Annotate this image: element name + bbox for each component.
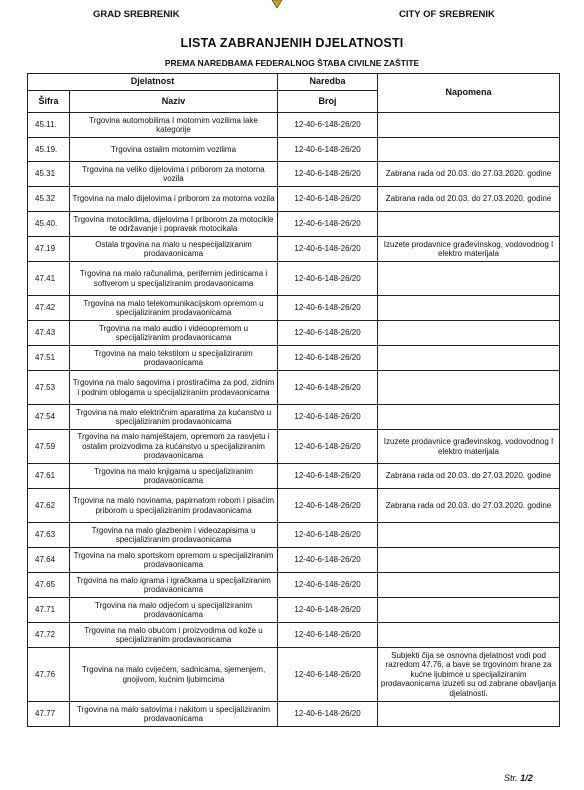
cell-broj: 12-40-6-148-26/20 <box>278 237 378 262</box>
cell-naziv: Trgovina na malo tekstilom u specijaliziranim prodavaonicama <box>70 346 278 371</box>
cell-sifra: 47.19 <box>28 237 70 262</box>
table-row <box>28 623 560 648</box>
cell-sifra: 45.31 <box>28 162 70 187</box>
cell-naziv: Trgovina na malo satovima i nakitom u specijaliziranim prodavaonicama <box>70 702 278 727</box>
table-row <box>28 648 560 702</box>
cell-sifra: 47.42 <box>28 296 70 321</box>
cell-sifra: 47.43 <box>28 321 70 346</box>
column-header-naziv: Naziv <box>70 91 278 113</box>
cell-sifra: 47.76 <box>28 648 70 702</box>
table-row <box>28 464 560 489</box>
cell-broj: 12-40-6-148-26/20 <box>278 523 378 548</box>
table-row <box>28 187 560 212</box>
header-city-english: CITY OF SREBRENIK <box>399 9 495 20</box>
prohibited-activities-table <box>27 73 560 727</box>
cell-napomena <box>378 321 560 346</box>
cell-broj: 12-40-6-148-26/20 <box>278 296 378 321</box>
cell-naziv: Trgovina na malo namještajem, opremom za rasvjetu i ostalim proizvodima za kućanstvo u specijaliziranim prodavaonicama <box>70 430 278 464</box>
cell-napomena: Zabrana rada od 20.03. do 27.03.2020. godine <box>378 464 560 489</box>
cell-naziv: Trgovina na malo računalima, perifernim jedinicama i softverom u specijaliziranim prodavaonicama <box>70 262 278 296</box>
table-row <box>28 138 560 162</box>
cell-broj: 12-40-6-148-26/20 <box>278 598 378 623</box>
cell-napomena: Zabrana rada od 20.03. do 27.03.2020. godine <box>378 187 560 212</box>
cell-broj: 12-40-6-148-26/20 <box>278 548 378 573</box>
cell-sifra: 47.41 <box>28 262 70 296</box>
page-prefix: Str. <box>504 773 518 783</box>
cell-broj: 12-40-6-148-26/20 <box>278 262 378 296</box>
column-header-sifra: Šifra <box>28 91 70 113</box>
cell-sifra: 47.71 <box>28 598 70 623</box>
cell-napomena <box>378 623 560 648</box>
table-row <box>28 598 560 623</box>
table-row <box>28 262 560 296</box>
cell-broj: 12-40-6-148-26/20 <box>278 430 378 464</box>
cell-sifra: 47.63 <box>28 523 70 548</box>
cell-napomena <box>378 138 560 162</box>
cell-broj: 12-40-6-148-26/20 <box>278 162 378 187</box>
cell-naziv: Trgovina motociklima, dijelovima I priborom za motocikle te održavanje i popravak motocikala <box>70 212 278 237</box>
cell-napomena <box>378 548 560 573</box>
cell-sifra: 47.59 <box>28 430 70 464</box>
table-row <box>28 296 560 321</box>
cell-broj: 12-40-6-148-26/20 <box>278 464 378 489</box>
cell-sifra: 47.77 <box>28 702 70 727</box>
cell-naziv: Trgovina na malo telekomunikacijskom opremom u specijaliziranim prodavaonicama <box>70 296 278 321</box>
cell-sifra: 45.40. <box>28 212 70 237</box>
cell-napomena: Izuzete prodavnice građevinskog, vodovodnog I elektro materijala <box>378 237 560 262</box>
cell-sifra: 47.61 <box>28 464 70 489</box>
cell-broj: 12-40-6-148-26/20 <box>278 187 378 212</box>
table-row <box>28 523 560 548</box>
coat-of-arms-icon <box>271 0 283 12</box>
cell-naziv: Trgovina na veliko dijelovima i priborom za motorna vozila <box>70 162 278 187</box>
cell-broj: 12-40-6-148-26/20 <box>278 489 378 523</box>
cell-napomena: Izuzete prodavnice građevinskog, vodovodnog I elektro materijala <box>378 430 560 464</box>
page-value: 1/2 <box>520 773 533 783</box>
table-row <box>28 321 560 346</box>
cell-sifra: 47.64 <box>28 548 70 573</box>
cell-napomena <box>378 113 560 138</box>
cell-naziv: Trgovina na malo novinama, papirnatom robom i pisaćim priborom u specijaliziranim prodavaonicama <box>70 489 278 523</box>
cell-broj: 12-40-6-148-26/20 <box>278 212 378 237</box>
cell-broj: 12-40-6-148-26/20 <box>278 405 378 430</box>
cell-napomena <box>378 598 560 623</box>
cell-naziv: Trgovina na malo odjećom u specijaliziranim prodavaonicama <box>70 598 278 623</box>
cell-broj: 12-40-6-148-26/20 <box>278 113 378 138</box>
page-number <box>504 773 533 783</box>
cell-naziv: Trgovina na malo sportskom opremom u specijaliziranim prodavaonicama <box>70 548 278 573</box>
cell-napomena <box>378 346 560 371</box>
cell-naziv: Trgovina na malo knjigama u specijaliziranim prodavaonicama <box>70 464 278 489</box>
group-header-naredba: Naredba <box>278 74 378 91</box>
table-row <box>28 489 560 523</box>
cell-sifra: 45.32 <box>28 187 70 212</box>
table-row <box>28 371 560 405</box>
cell-napomena: Zabrana rada od 20.03. do 27.03.2020. godine <box>378 489 560 523</box>
table-row <box>28 573 560 598</box>
table-row <box>28 430 560 464</box>
table-row <box>28 405 560 430</box>
cell-naziv: Trgovina na malo dijelovima i priborom za motorna vozila <box>70 187 278 212</box>
cell-broj: 12-40-6-148-26/20 <box>278 371 378 405</box>
table-row <box>28 113 560 138</box>
table-row <box>28 702 560 727</box>
cell-naziv: Trgovina na malo audio i videoopremom u specijaliziranim prodavaonicama <box>70 321 278 346</box>
document-title: LISTA ZABRANJENIH DJELATNOSTI <box>180 36 404 50</box>
cell-sifra: 47.65 <box>28 573 70 598</box>
cell-naziv: Trgovina ostalim motornim vozilima <box>70 138 278 162</box>
cell-naziv: Trgovina na malo obućom i proizvodima od kože u specijaliziranim prodavaonicama <box>70 623 278 648</box>
cell-sifra: 45.11. <box>28 113 70 138</box>
cell-napomena <box>378 405 560 430</box>
cell-napomena <box>378 371 560 405</box>
cell-broj: 12-40-6-148-26/20 <box>278 346 378 371</box>
document-subtitle: PREMA NAREDBAMA FEDERALNOG ŠTABA CIVILNE ZAŠTITE <box>164 58 420 68</box>
column-header-napomena: Napomena <box>378 74 560 113</box>
cell-broj: 12-40-6-148-26/20 <box>278 573 378 598</box>
cell-naziv: Trgovina na malo igrama i igračkama u specijaliziranim prodavaonicama <box>70 573 278 598</box>
cell-sifra: 47.62 <box>28 489 70 523</box>
table-row <box>28 212 560 237</box>
cell-napomena <box>378 702 560 727</box>
cell-broj: 12-40-6-148-26/20 <box>278 648 378 702</box>
cell-napomena <box>378 573 560 598</box>
table-row <box>28 237 560 262</box>
cell-sifra: 47.53 <box>28 371 70 405</box>
cell-naziv: Ostala trgovina na malo u nespecijaliziranim prodavaonicama <box>70 237 278 262</box>
cell-sifra: 47.72 <box>28 623 70 648</box>
cell-sifra: 45.19. <box>28 138 70 162</box>
cell-napomena <box>378 523 560 548</box>
cell-broj: 12-40-6-148-26/20 <box>278 702 378 727</box>
cell-napomena <box>378 212 560 237</box>
table-row <box>28 162 560 187</box>
cell-naziv: Trgovina na malo glazbenim i videozapisima u specijaliziranim prodavaonicama <box>70 523 278 548</box>
column-header-broj: Broj <box>278 91 378 113</box>
group-header-djelatnost: Djelatnost <box>28 74 278 91</box>
cell-naziv: Trgovina na malo sagovima i prostiračima za pod, zidnim i podnim oblogama u specijaliziranim prodavaonicama <box>70 371 278 405</box>
cell-napomena: Zabrana rada od 20.03. do 27.03.2020. godine <box>378 162 560 187</box>
table-row <box>28 346 560 371</box>
cell-broj: 12-40-6-148-26/20 <box>278 623 378 648</box>
cell-sifra: 47.54 <box>28 405 70 430</box>
cell-broj: 12-40-6-148-26/20 <box>278 321 378 346</box>
table-row <box>28 548 560 573</box>
cell-broj: 12-40-6-148-26/20 <box>278 138 378 162</box>
cell-napomena <box>378 296 560 321</box>
cell-napomena: Subjekti čija se osnovna djelatnost vodi pod razredom 47.76, a bave se trgovinom hrane za kućne ljubimce u specijaliziranim prodavaonicama izuzeti su od zabrane obavljanja djelatnosti. <box>378 648 560 702</box>
cell-sifra: 47.51 <box>28 346 70 371</box>
header-city-local: GRAD SREBRENIK <box>93 9 180 20</box>
cell-naziv: Trgovina na malo cvijećem, sadnicama, sjemenjem, gnojivom, kućnim ljubimcima <box>70 648 278 702</box>
cell-napomena <box>378 262 560 296</box>
cell-naziv: Trgovina na malo električnim aparatima za kućanstvo u specijaliziranim prodavaonicama <box>70 405 278 430</box>
cell-naziv: Trgovina automobilima I motornim vozilima lake kategorije <box>70 113 278 138</box>
